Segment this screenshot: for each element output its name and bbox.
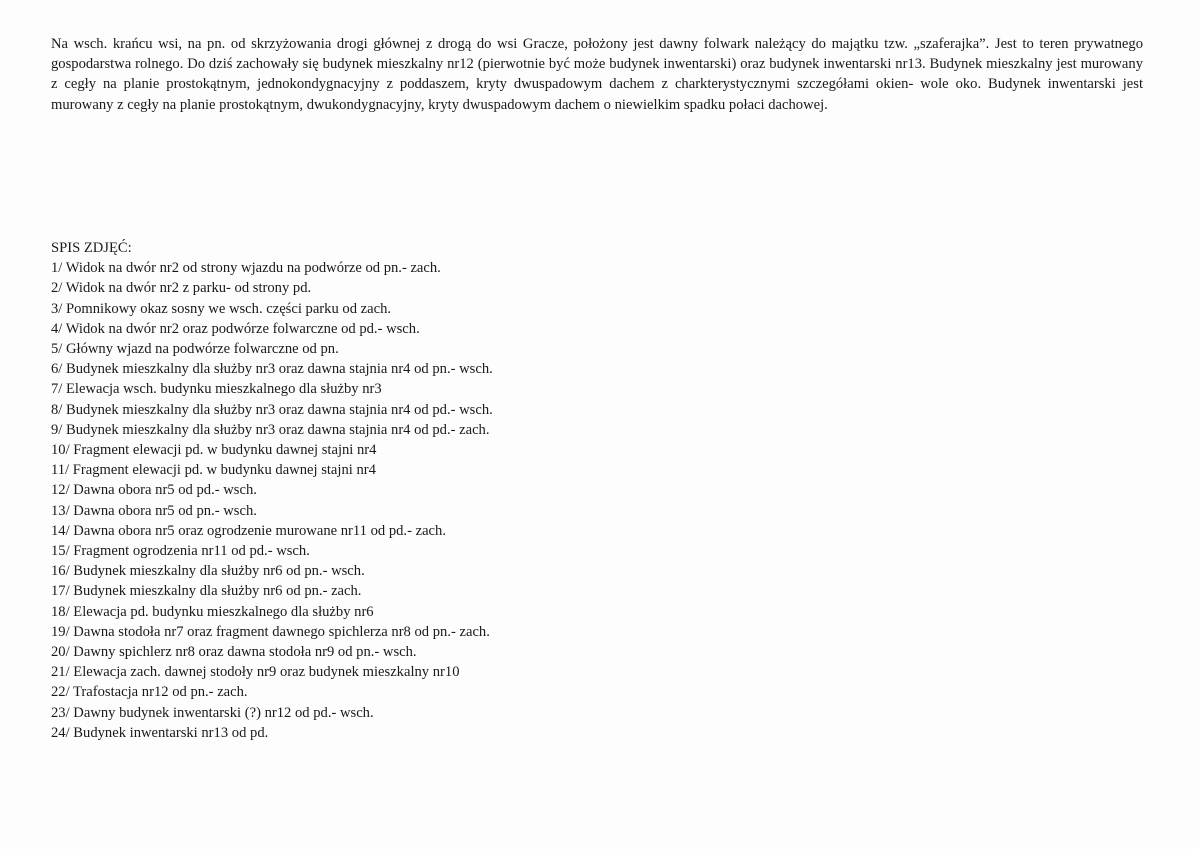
photo-list	[51, 258, 751, 743]
list-item: 2/ Widok na dwór nr2 z parku- od strony pd.	[51, 280, 312, 297]
list-item: 8/ Budynek mieszkalny dla służby nr3 oraz dawna stajnia nr4 od pd.- wsch.	[51, 401, 493, 418]
list-item: 7/ Elewacja wsch. budynku mieszkalnego dla służby nr3	[51, 381, 382, 398]
list-item: 21/ Elewacja zach. dawnej stodoły nr9 oraz budynek mieszkalny nr10	[51, 664, 460, 681]
list-item: 10/ Fragment elewacji pd. w budynku dawnej stajni nr4	[51, 442, 377, 459]
list-item: 4/ Widok na dwór nr2 oraz podwórze folwarczne od pd.- wsch.	[51, 320, 420, 337]
list-item: 9/ Budynek mieszkalny dla służby nr3 oraz dawna stajnia nr4 od pd.- zach.	[51, 421, 490, 438]
list-item: 23/ Dawny budynek inwentarski (?) nr12 od pd.- wsch.	[51, 704, 374, 721]
list-item: 18/ Elewacja pd. budynku mieszkalnego dla służby nr6	[51, 603, 374, 620]
list-item: 19/ Dawna stodoła nr7 oraz fragment dawnego spichlerza nr8 od pn.- zach.	[51, 623, 490, 640]
list-item: 1/ Widok na dwór nr2 od strony wjazdu na podwórze od pn.- zach.	[51, 260, 441, 277]
list-item: 13/ Dawna obora nr5 od pn.- wsch.	[51, 502, 257, 519]
list-item: 3/ Pomnikowy okaz sosny we wsch. części parku od zach.	[51, 300, 392, 317]
list-item: 5/ Główny wjazd na podwórze folwarczne od pn.	[51, 341, 339, 358]
intro-paragraph: Na wsch. krańcu wsi, na pn. od skrzyżowania drogi głównej z drogą do wsi Gracze, położony jest dawny folwark należący do majątku tzw. „szaferajka”. Jest to teren prywatnego gospodarstwa rolnego. Do dziś zachowały się budynek mieszkalny nr12 (pierwotnie być może budynek inwentarski) oraz budynek inwentarski nr13. Budynek mieszkalny jest murowany z cegły na planie prostokątnym, jednokondygnacyjny z poddaszem, kryty dwuspadowym dachem z charkterystycznymi szczegółami okien- wole oko. Budynek inwentarski jest murowany z cegły na planie prostokątnym, dwukondygnacyjny, kryty dwuspadowym dachem o niewielkim spadku połaci dachowej.	[51, 36, 1143, 113]
list-item: 17/ Budynek mieszkalny dla służby nr6 od pn.- zach.	[51, 583, 362, 600]
list-item: 20/ Dawny spichlerz nr8 oraz dawna stodoła nr9 od pn.- wsch.	[51, 644, 417, 661]
photo-list-title: SPIS ZDJĘĆ:	[51, 240, 132, 256]
photo-list-section	[51, 238, 751, 743]
list-item: 16/ Budynek mieszkalny dla służby nr6 od pn.- wsch.	[51, 563, 365, 580]
list-item: 11/ Fragment elewacji pd. w budynku dawnej stajni nr4	[51, 462, 376, 479]
list-item: 22/ Trafostacja nr12 od pn.- zach.	[51, 684, 248, 701]
list-item: 15/ Fragment ogrodzenia nr11 od pd.- wsch.	[51, 543, 310, 560]
intro-section	[51, 34, 1143, 115]
list-item: 24/ Budynek inwentarski nr13 od pd.	[51, 724, 269, 741]
list-item: 12/ Dawna obora nr5 od pd.- wsch.	[51, 482, 257, 499]
list-item: 6/ Budynek mieszkalny dla służby nr3 oraz dawna stajnia nr4 od pn.- wsch.	[51, 361, 493, 378]
list-item: 14/ Dawna obora nr5 oraz ogrodzenie murowane nr11 od pd.- zach.	[51, 522, 446, 539]
